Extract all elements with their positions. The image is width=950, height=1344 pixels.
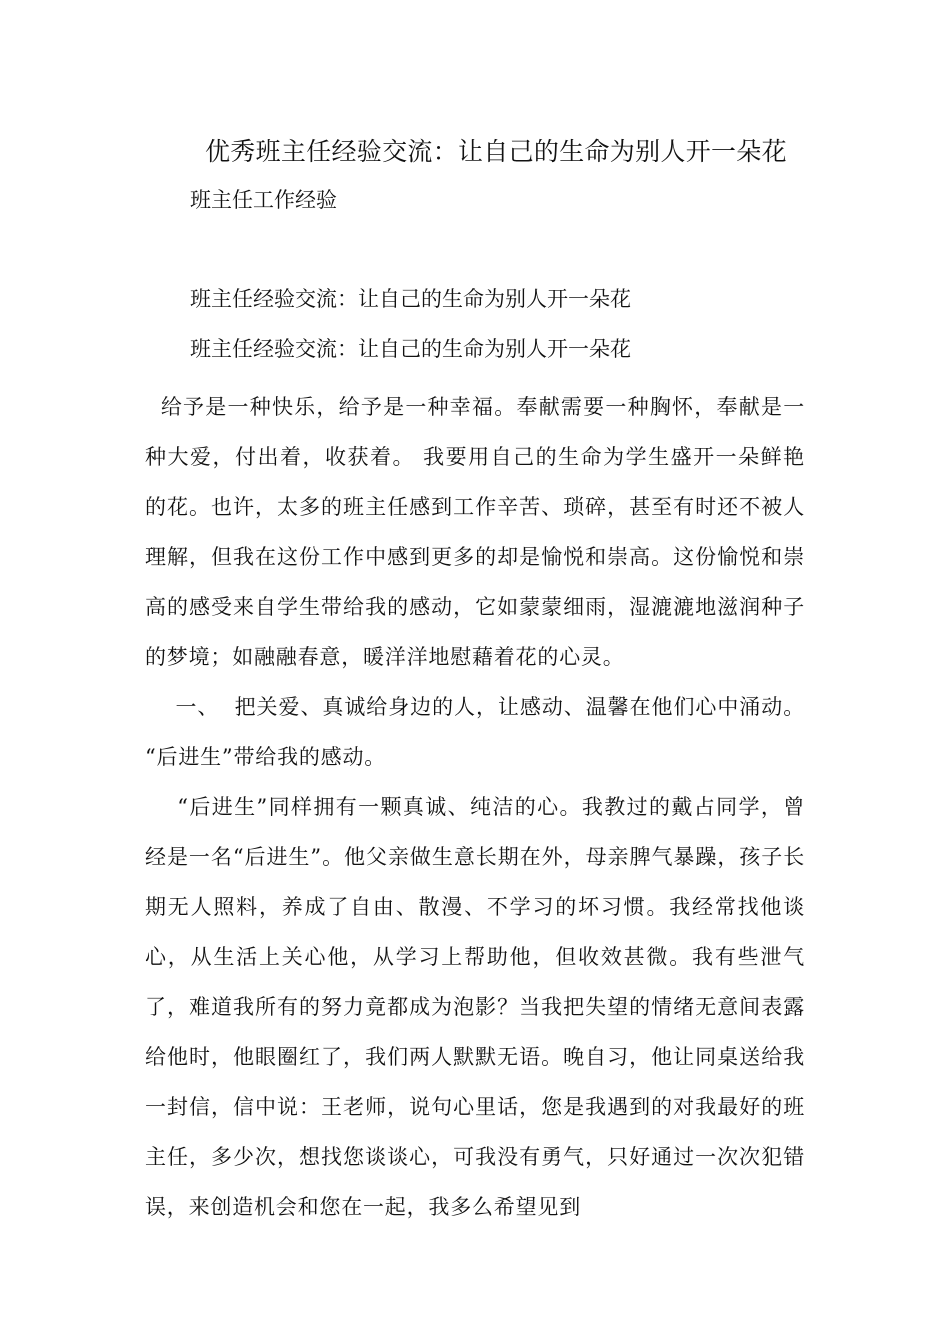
body-paragraph: “后进生”同样拥有一颗真诚、纯洁的心。我教过的戴占同学，曾经是一名“后进生”。他父亲做生意长期在外，母亲脾气暴躁，孩子长期无人照料，养成了自由、散漫、不学习的坏习惯。我经常找他谈心，从生活上关心他，从学习上帮助他，但收效甚微。我有些泄气了，难道我所有的努力竟都成为泡影？当我把失望的情绪无意间表露给他时，他眼圈红了，我们两人默默无语。晚自习，他让同桌送给我一封信，信中说：王老师，说句心里话，您是我遇到的对我最好的班主任，多少次，想找您谈谈心，可我没有勇气，只好通过一次次犯错误，来创造机会和您在一起，我多么希望见到: [145, 795, 806, 1219]
body-paragraph: 一、 把关爱、真诚给身边的人，让感动、温馨在他们心中涌动。 “后进生”带给我的感动。: [145, 695, 813, 769]
document-subtitle-repeat: 班主任经验交流：让自己的生命为别人开一朵花: [190, 337, 631, 361]
document-category: 班主任工作经验: [190, 188, 337, 212]
document-subtitle: 班主任经验交流：让自己的生命为别人开一朵花: [190, 287, 631, 311]
body-paragraph: 给予是一种快乐，给予是一种幸福。奉献需要一种胸怀，奉献是一种大爱，付出着，收获着。 我要用自己的生命为学生盛开一朵鲜艳的花。也许，太多的班主任感到工作辛苦、琐碎，甚至有时还不被人理解，但我在这份工作中感到更多的却是愉悦和崇高。这份愉悦和崇高的感受来自学生带给我的感动，它如蒙蒙细雨，湿漉漉地滋润种子的梦境；如融融春意，暖洋洋地慰藉着花的心灵。: [145, 395, 805, 669]
document-body: [145, 382, 813, 1232]
document-title: 优秀班主任经验交流：让自己的生命为别人开一朵花: [205, 137, 787, 166]
